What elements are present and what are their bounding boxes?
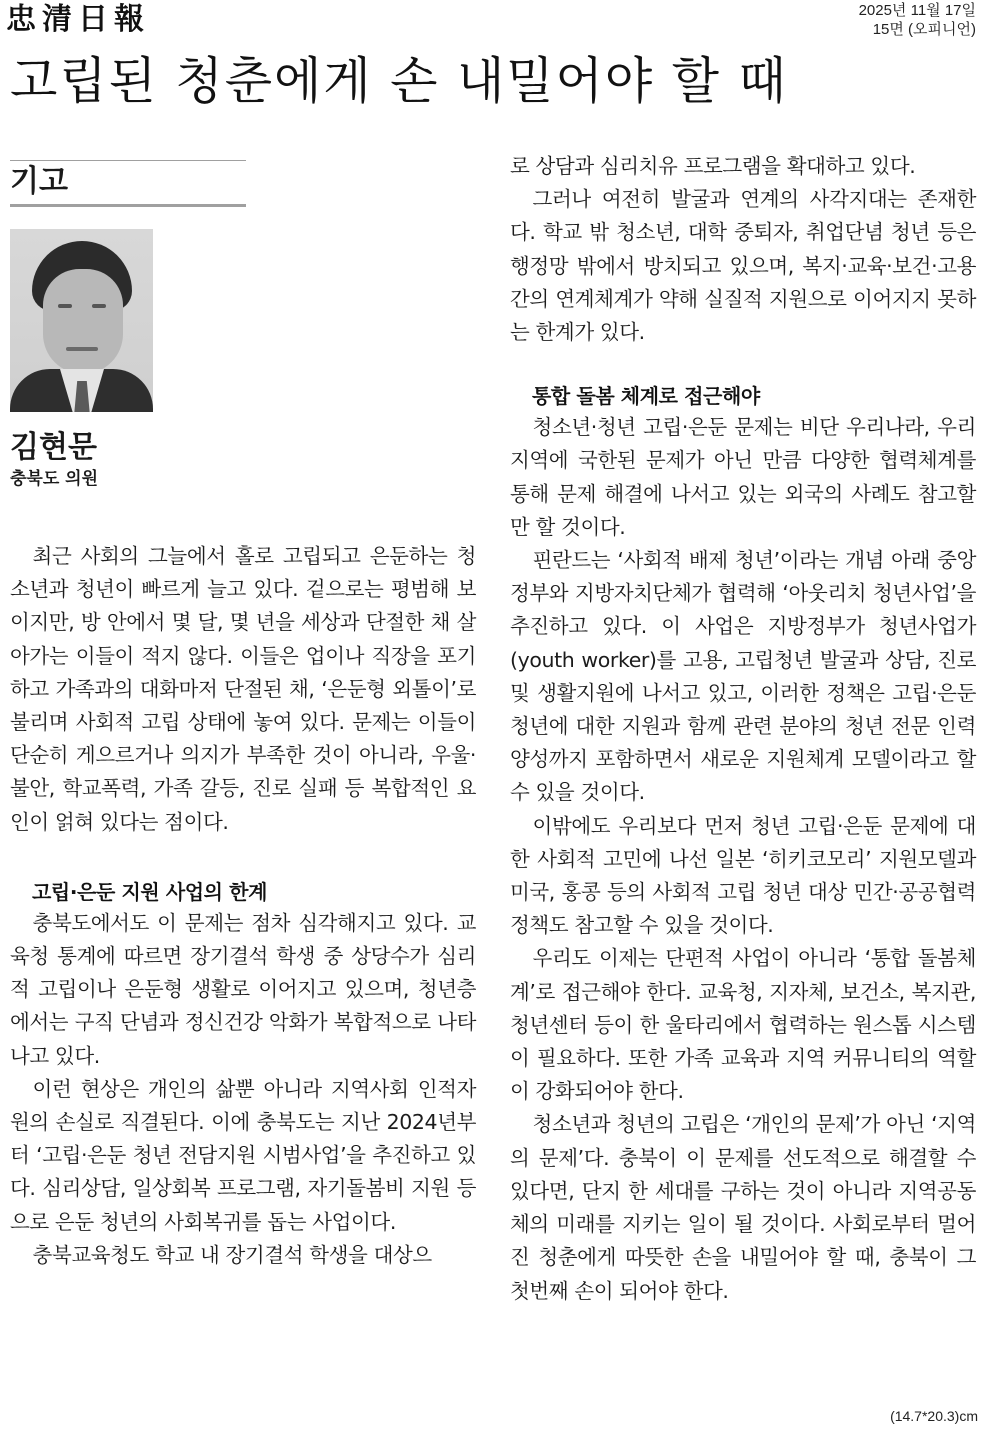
paragraph: 충북교육청도 학교 내 장기결석 학생을 대상으 bbox=[32, 1242, 432, 1267]
author-title: 충북도 의원 bbox=[10, 469, 99, 489]
paragraph: 우리도 이제는 단편적 사업이 아니라 ‘통합 돌봄체계’로 접근해야 한다. 교육청, 지자체, 보건소, 복지관, 청년센터 등이 한 울타리에서 협력하는 원스톱 시스템이 필요하다. 또한 가족 교육과 지역 커뮤니티의 역할이 강화되어야 한다. bbox=[510, 946, 976, 1104]
article-body-left bbox=[10, 540, 476, 1272]
article-body-right bbox=[510, 150, 976, 1308]
paragraph: 청소년·청년 고립·은둔 문제는 비단 우리나라, 우리 지역에 국한된 문제가 아닌 만큼 다양한 협력체계를 통해 문제 해결에 나서고 있는 외국의 사례도 참고할 만 할 것이다. bbox=[510, 415, 976, 539]
portrait-eye bbox=[58, 304, 72, 308]
paragraph: 최근 사회의 그늘에서 홀로 고립되고 은둔하는 청소년과 청년이 빠르게 늘고 있다. 겉으로는 평범해 보이지만, 방 안에서 몇 달, 몇 년을 세상과 단절한 채 살아가는 이들이 적지 않다. 이들은 업이나 직장을 포기하고 가족과의 대화마저 단절된 채, ‘은둔형 외톨이’로 불리며 사회적 고립 상태에 놓여 있다. 문제는 이들이 단순히 게으르거나 의지가 부족한 것이 아니라, 우울·불안, 학교폭력, 가족 갈등, 진로 실패 등 복합적인 요인이 얽혀 있다는 점이다. bbox=[10, 544, 476, 834]
issue-meta bbox=[859, 1, 976, 39]
paragraph: 이밖에도 우리보다 먼저 청년 고립·은둔 문제에 대한 사회적 고민에 나선 일본 ‘히키코모리’ 지원모델과 미국, 홍콩 등의 사회적 고립 청년 대상 민간·공공협력 정책도 참고할 수 있을 것이다. bbox=[510, 813, 976, 938]
issue-date: 2025년 11월 17일 bbox=[858, 2, 976, 19]
portrait-face bbox=[43, 269, 123, 374]
article-size-note: (14.7*20.3)cm bbox=[890, 1408, 978, 1424]
article-headline: 고립된 청춘에게 손 내밀어야 할 때 bbox=[10, 52, 788, 110]
subheading: 고립·은둔 지원 사업의 한계 bbox=[32, 879, 268, 904]
subheading: 통합 돌봄 체계로 접근해야 bbox=[532, 384, 760, 409]
newspaper-masthead: 忠清日報 bbox=[6, 2, 150, 37]
paragraph: 이런 현상은 개인의 삶뿐 아니라 지역사회 인적자원의 손실로 직결된다. 이에 충북도는 지난 2024년부터 ‘고립·은둔 청년 전담지원 시범사업’을 추진하고 있다. 심리상담, 일상회복 프로그램, 자기돌봄비 지원 등으로 은둔 청년의 사회복귀를 돕는 사업이다. bbox=[10, 1076, 476, 1234]
paragraph: 그러나 여전히 발굴과 연계의 사각지대는 존재한다. 학교 밖 청소년, 대학 중퇴자, 취업단념 청년 등은 행정망 밖에서 방치되고 있으며, 복지·교육·보건·고용 간의 연계체계가 약해 실질적 지원으로 이어지지 못하는 한계가 있다. bbox=[510, 187, 976, 345]
paragraph: 청소년과 청년의 고립은 ‘개인의 문제’가 아닌 ‘지역의 문제’다. 충북이 이 문제를 선도적으로 해결할 수 있다면, 단지 한 세대를 구하는 것이 아니라 지역공동체의 미래를 지키는 일이 될 것이다. 사회로부터 멀어진 청춘에게 따뜻한 손을 내밀어야 할 때, 충북이 그 첫번째 손이 되어야 한다. bbox=[510, 1112, 976, 1303]
author-photo bbox=[10, 229, 153, 412]
section-label-box bbox=[10, 160, 246, 207]
portrait-mouth bbox=[66, 347, 98, 351]
author-name: 김현문 bbox=[10, 430, 97, 465]
paragraph: 충북도에서도 이 문제는 점차 심각해지고 있다. 교육청 통계에 따르면 장기결석 학생 중 상당수가 심리적 고립이나 은둔형 생활로 이어지고 있으며, 청년층에서는 구직 단념과 정신건강 악화가 복합적으로 나타나고 있다. bbox=[10, 910, 476, 1068]
section-label: 기고 bbox=[10, 164, 68, 199]
left-column bbox=[10, 160, 476, 1272]
right-column bbox=[510, 150, 976, 1308]
page-section: 15면 (오피니언) bbox=[872, 21, 976, 38]
paragraph-continuation: 로 상담과 심리치유 프로그램을 확대하고 있다. bbox=[510, 154, 916, 178]
portrait-eye bbox=[92, 304, 106, 308]
paragraph: 핀란드는 ‘사회적 배제 청년’이라는 개념 아래 중앙정부와 지방자치단체가 협력해 ‘아웃리치 청년사업’을 추진하고 있다. 이 사업은 지방정부가 청년사업가(youth worker)를 고용, 고립청년 발굴과 상담, 진로 및 생활지원에 나서고 있고, 이러한 정책은 고립·은둔 청년에 대한 지원과 함께 관련 분야의 청년 전문 인력양성까지 포함하면서 새로운 지원체계 모델이라고 할 수 있을 것이다. bbox=[510, 548, 976, 805]
